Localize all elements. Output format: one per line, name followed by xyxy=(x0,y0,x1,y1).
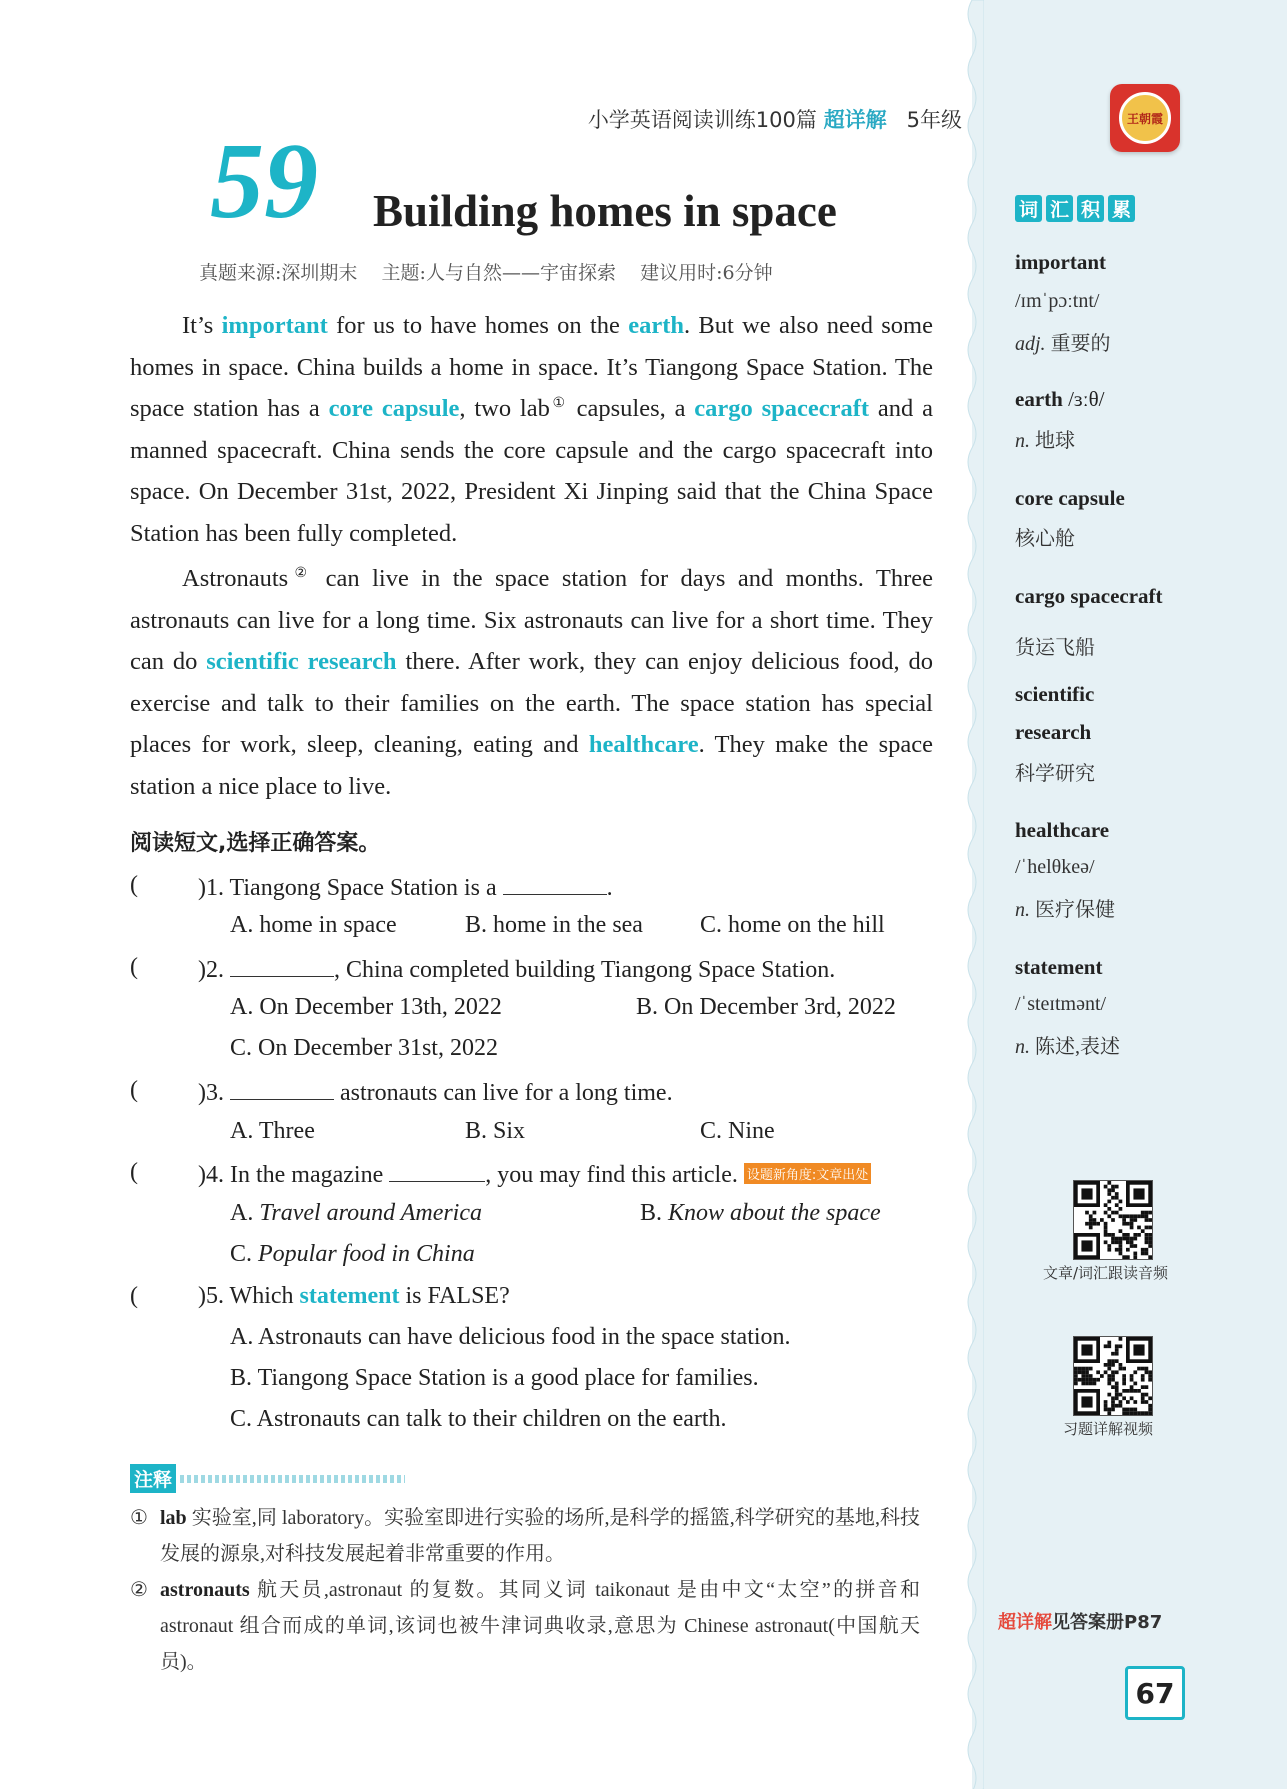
publisher-logo xyxy=(1110,84,1180,152)
answer-paren[interactable]: ( xyxy=(130,1159,138,1185)
option-b[interactable]: B. On December 3rd, 2022 xyxy=(636,994,896,1020)
wave-border xyxy=(962,0,984,1789)
lesson-meta: 真题来源:深圳期末 主题:人与自然——宇宙探索 建议用时:6分钟 xyxy=(199,262,773,284)
qr-code-icon[interactable] xyxy=(1073,1180,1153,1260)
vocab-meaning: n. 陈述,表述 xyxy=(1015,1036,1120,1058)
option-a[interactable]: A. home in space xyxy=(230,912,397,938)
vocab-heading: 词 汇 积 累 xyxy=(1015,195,1135,222)
option-b[interactable]: B. Tiangong Space Station is a good place for families. xyxy=(230,1365,759,1391)
answer-paren[interactable]: ( xyxy=(130,954,138,980)
notes-header xyxy=(130,1464,405,1493)
vocab-word: core capsule xyxy=(1015,486,1125,510)
vocab-phonetic: /ˈsteɪtmənt/ xyxy=(1015,993,1107,1015)
answer-blank xyxy=(389,1159,485,1182)
footnote-marker: ① xyxy=(549,395,568,411)
option-a[interactable]: A. Astronauts can have delicious food in the space station. xyxy=(230,1324,791,1350)
keyword: important xyxy=(221,312,328,339)
footnote-marker: ② xyxy=(288,565,314,581)
keyword: core capsule xyxy=(328,395,460,422)
notes-label: 注释 xyxy=(130,1464,176,1493)
option-c[interactable]: C. home on the hill xyxy=(700,912,885,938)
vocab-word: research xyxy=(1015,720,1092,744)
lesson-number: 59 xyxy=(210,122,318,241)
page-title: Building homes in space xyxy=(373,186,837,236)
vocab-word: scientific xyxy=(1015,682,1095,706)
option-a[interactable]: A. Travel around America xyxy=(230,1200,482,1226)
option-b[interactable]: B. Six xyxy=(465,1118,526,1144)
answer-paren[interactable]: ( xyxy=(130,1077,138,1103)
series-title: 小学英语阅读训练100篇 xyxy=(587,108,817,132)
vocab-word: earth /ɜːθ/ xyxy=(1015,387,1105,411)
vocab-word: cargo spacecraft xyxy=(1015,584,1163,608)
option-c[interactable]: C. On December 31st, 2022 xyxy=(230,1035,498,1061)
reading-passage xyxy=(130,305,933,811)
exercise-instruction: 阅读短文,选择正确答案。 xyxy=(130,831,381,856)
answer-paren[interactable]: ( xyxy=(130,1283,138,1309)
keyword: statement xyxy=(299,1283,400,1309)
vocab-phonetic: /ɪmˈpɔːtnt/ xyxy=(1015,290,1100,312)
option-b[interactable]: B. home in the sea xyxy=(465,912,643,938)
answer-blank xyxy=(503,872,607,895)
running-header xyxy=(588,104,962,134)
vocab-meaning: n. 医疗保健 xyxy=(1015,899,1115,921)
grade-label: 5年级 xyxy=(906,108,962,132)
qr-caption: 习题详解视频 xyxy=(1063,1420,1154,1438)
option-a[interactable]: A. Three xyxy=(230,1118,315,1144)
option-c[interactable]: C. Popular food in China xyxy=(230,1241,475,1267)
question-tag: 设题新角度:文章出处 xyxy=(744,1163,871,1184)
page-number: 67 xyxy=(1125,1666,1185,1720)
answer-paren[interactable]: ( xyxy=(130,872,138,898)
vocab-meaning: 核心舱 xyxy=(1015,528,1075,550)
vocab-phonetic: /ˈhelθkeə/ xyxy=(1015,856,1095,878)
vocab-word: important xyxy=(1015,250,1106,274)
answer-reference: 超详解见答案册P87 xyxy=(998,1612,1163,1633)
qr-code-icon[interactable] xyxy=(1073,1336,1153,1416)
keyword: scientific research xyxy=(206,648,397,675)
vocab-word: statement xyxy=(1015,955,1103,979)
vocab-meaning: 科学研究 xyxy=(1015,763,1095,785)
qr-caption: 文章/词汇跟读音频 xyxy=(1043,1264,1169,1282)
option-c[interactable]: C. Astronauts can talk to their children on the earth. xyxy=(230,1406,727,1432)
vocab-meaning: n. 地球 xyxy=(1015,430,1075,452)
option-c[interactable]: C. Nine xyxy=(700,1118,775,1144)
option-b[interactable]: B. Know about the space xyxy=(640,1200,881,1226)
vocab-word: healthcare xyxy=(1015,818,1110,842)
vocab-meaning: adj. 重要的 xyxy=(1015,333,1111,355)
vocab-meaning: 货运飞船 xyxy=(1015,637,1095,659)
logo-emblem: 王朝霞 xyxy=(1119,92,1171,144)
keyword: earth xyxy=(628,312,684,339)
series-accent: 超详解 xyxy=(823,108,887,132)
answer-blank xyxy=(230,954,334,977)
passage-paragraph-2: Astronauts② can live in the space station for days and months. Three astronauts can live for a long time. Six astronauts can live for a short time. They can do scientific research there. After work, they can enjoy delicious food, do exercise and talk to their families on the earth. The space station has special places for work, sleep, cleaning, eating and healthcare. They make the space station a nice place to live. xyxy=(130,565,934,800)
dotted-divider xyxy=(180,1475,405,1483)
passage-paragraph-1: It’s important for us to have homes on the earth. But we also need some homes in space. China builds a home in space. It’s Tiangong Space Station. The space station has a core capsule, two lab① capsules, a cargo spacecraft and a manned spacecraft. China sends the core capsule and the cargo spacecraft into space. On December 31st, 2022, President Xi Jinping said that the China Space Station has been fully completed. xyxy=(130,312,933,547)
option-a[interactable]: A. On December 13th, 2022 xyxy=(230,994,502,1020)
answer-blank xyxy=(230,1077,334,1100)
keyword: cargo spacecraft xyxy=(694,395,870,422)
keyword: healthcare xyxy=(588,731,699,758)
